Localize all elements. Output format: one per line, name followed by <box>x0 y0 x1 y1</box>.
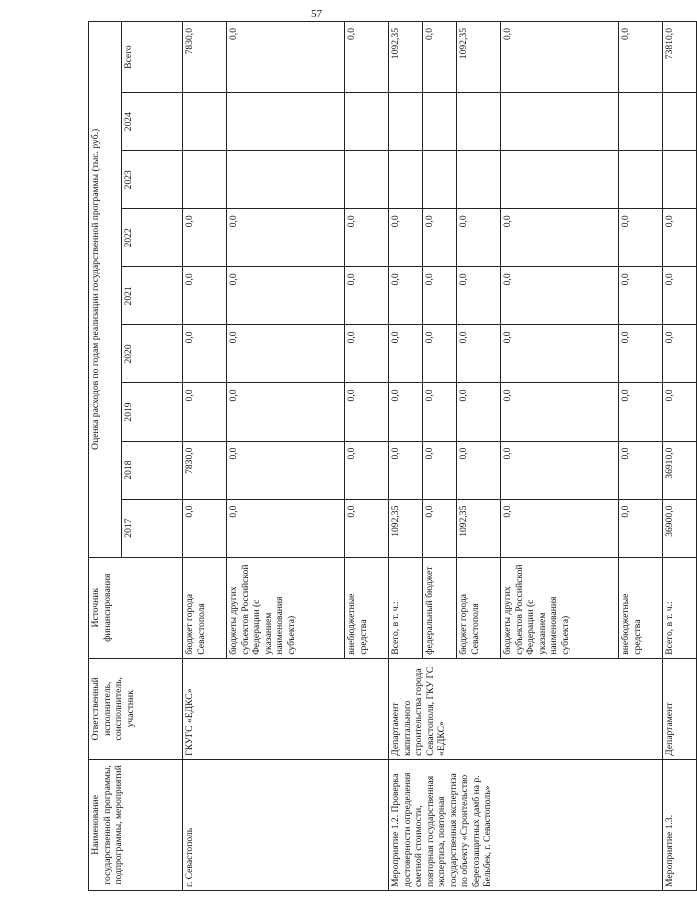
year-value-cell: 0,0 <box>501 325 619 383</box>
year-value-cell: 0,0 <box>619 325 663 383</box>
funding-source-cell: федеральный бюджет <box>423 557 457 658</box>
header-year: 2024 <box>122 93 183 151</box>
header-year: 2018 <box>122 441 183 499</box>
year-value-cell <box>389 151 423 209</box>
year-value-cell: 0,0 <box>345 325 389 383</box>
year-value-cell: 0,0 <box>619 209 663 267</box>
year-value-cell: 36910,0 <box>663 441 697 499</box>
year-value-cell: 0,0 <box>501 267 619 325</box>
header-year: 2020 <box>122 325 183 383</box>
year-value-cell: 0,0 <box>501 441 619 499</box>
header-estimate: Оценка расходов по годам реализации государственной программы (тыс. руб.) <box>89 22 122 558</box>
year-value-cell: 0,0 <box>227 441 345 499</box>
activity-name-cell: Мероприятие 1.3. <box>663 759 697 890</box>
funding-source-cell: бюджеты других субъектов Российской Федерации (с указанием наименования субъекта) <box>227 557 345 658</box>
year-value-cell: 0,0 <box>423 441 457 499</box>
year-value-cell: 0,0 <box>457 441 501 499</box>
year-value-cell: 0,0 <box>227 209 345 267</box>
year-value-cell: 0,0 <box>619 499 663 557</box>
year-value-cell: 0,0 <box>423 499 457 557</box>
year-value-cell: 0,0 <box>389 325 423 383</box>
year-value-cell: 0,0 <box>227 383 345 441</box>
year-value-cell: 0,0 <box>457 383 501 441</box>
year-value-cell: 0,0 <box>227 325 345 383</box>
year-value-cell: 0,0 <box>619 441 663 499</box>
year-value-cell: 1092,35 <box>389 499 423 557</box>
table-row <box>389 22 423 891</box>
year-value-cell <box>663 151 697 209</box>
total-value-cell: 0,0 <box>619 22 663 93</box>
year-value-cell: 0,0 <box>183 499 227 557</box>
table-row <box>663 22 697 891</box>
total-value-cell: 0,0 <box>501 22 619 93</box>
year-value-cell: 0,0 <box>227 499 345 557</box>
year-value-cell: 0,0 <box>389 383 423 441</box>
year-value-cell <box>501 93 619 151</box>
year-value-cell: 0,0 <box>501 383 619 441</box>
year-value-cell: 0,0 <box>457 325 501 383</box>
year-value-cell <box>389 93 423 151</box>
financing-table <box>88 21 697 891</box>
year-value-cell: 0,0 <box>457 267 501 325</box>
year-value-cell: 0,0 <box>663 325 697 383</box>
funding-source-cell: Всего, в т. ч.: <box>389 557 423 658</box>
year-value-cell <box>501 151 619 209</box>
year-value-cell <box>345 151 389 209</box>
header-name: Наименование государственной программы, подпрограммы, мероприятий <box>89 759 183 890</box>
year-value-cell: 0,0 <box>619 383 663 441</box>
year-value-cell: 0,0 <box>501 499 619 557</box>
table-page-area <box>88 21 675 891</box>
year-value-cell <box>663 93 697 151</box>
year-value-cell: 36900,0 <box>663 499 697 557</box>
activity-name-cell: г. Севастополь <box>183 759 389 890</box>
year-value-cell: 0,0 <box>423 267 457 325</box>
header-year: 2017 <box>122 499 183 557</box>
year-value-cell <box>423 93 457 151</box>
responsible-cell: Департамент капитального строительства города Севастополя, ГКУ ГС «ЕДКС» <box>389 658 663 759</box>
year-value-cell: 0,0 <box>423 209 457 267</box>
year-value-cell <box>183 93 227 151</box>
year-value-cell: 0,0 <box>663 267 697 325</box>
total-value-cell: 0,0 <box>423 22 457 93</box>
total-value-cell: 0,0 <box>345 22 389 93</box>
year-value-cell: 0,0 <box>389 441 423 499</box>
year-value-cell: 7830,0 <box>183 441 227 499</box>
header-year: 2019 <box>122 383 183 441</box>
total-value-cell: 1092,35 <box>457 22 501 93</box>
funding-source-cell: бюджет города Севастополя <box>183 557 227 658</box>
year-value-cell: 0,0 <box>345 383 389 441</box>
year-value-cell: 0,0 <box>619 267 663 325</box>
page-number: 57 <box>311 8 322 20</box>
header-year: 2021 <box>122 267 183 325</box>
responsible-cell: Департамент <box>663 658 697 759</box>
year-value-cell: 0,0 <box>183 209 227 267</box>
year-value-cell <box>457 151 501 209</box>
year-value-cell: 0,0 <box>183 267 227 325</box>
header-year: 2022 <box>122 209 183 267</box>
funding-source-cell: Всего, в т. ч.: <box>663 557 697 658</box>
year-value-cell: 0,0 <box>663 383 697 441</box>
total-value-cell: 73810,0 <box>663 22 697 93</box>
year-value-cell: 0,0 <box>345 441 389 499</box>
year-value-cell <box>183 151 227 209</box>
year-value-cell: 0,0 <box>389 267 423 325</box>
header-total: Всего <box>122 22 183 93</box>
year-value-cell: 0,0 <box>423 325 457 383</box>
year-value-cell: 0,0 <box>423 383 457 441</box>
funding-source-cell: бюджет города Севастополя <box>457 557 501 658</box>
year-value-cell <box>423 151 457 209</box>
table-body <box>183 22 697 891</box>
table-row <box>183 22 227 891</box>
funding-source-cell: внебюджетные средства <box>345 557 389 658</box>
funding-source-cell: внебюджетные средства <box>619 557 663 658</box>
responsible-cell: ГКУГС «ЕДКС» <box>183 658 389 759</box>
year-value-cell: 0,0 <box>227 267 345 325</box>
year-value-cell: 0,0 <box>663 209 697 267</box>
year-value-cell: 0,0 <box>345 499 389 557</box>
header-year: 2023 <box>122 151 183 209</box>
year-value-cell <box>619 151 663 209</box>
year-value-cell: 1092,35 <box>457 499 501 557</box>
total-value-cell: 7830,0 <box>183 22 227 93</box>
year-value-cell: 0,0 <box>183 383 227 441</box>
year-value-cell: 0,0 <box>501 209 619 267</box>
header-source: Источник финансирования <box>89 557 183 658</box>
year-value-cell <box>227 93 345 151</box>
year-value-cell <box>227 151 345 209</box>
year-value-cell <box>619 93 663 151</box>
activity-name-cell: Мероприятие 1.2. Проверка достоверности определения сметной стоимости, повторная государственная экспертиза, повторная государственная экспертиза по объекту «Строительство берегозащитных дамб на р. Бельбек, г. Севастополь» <box>389 759 663 890</box>
year-value-cell: 0,0 <box>183 325 227 383</box>
year-value-cell <box>457 93 501 151</box>
year-value-cell: 0,0 <box>389 209 423 267</box>
year-value-cell <box>345 93 389 151</box>
year-value-cell: 0,0 <box>457 209 501 267</box>
funding-source-cell: бюджеты других субъектов Российской Федерации (с указанием наименования субъекта) <box>501 557 619 658</box>
year-value-cell: 0,0 <box>345 267 389 325</box>
header-responsible: Ответственный исполнитель, соисполнитель, участник <box>89 658 183 759</box>
rotated-table-container <box>88 21 675 891</box>
year-value-cell: 0,0 <box>345 209 389 267</box>
total-value-cell: 0,0 <box>227 22 345 93</box>
total-value-cell: 1092,35 <box>389 22 423 93</box>
